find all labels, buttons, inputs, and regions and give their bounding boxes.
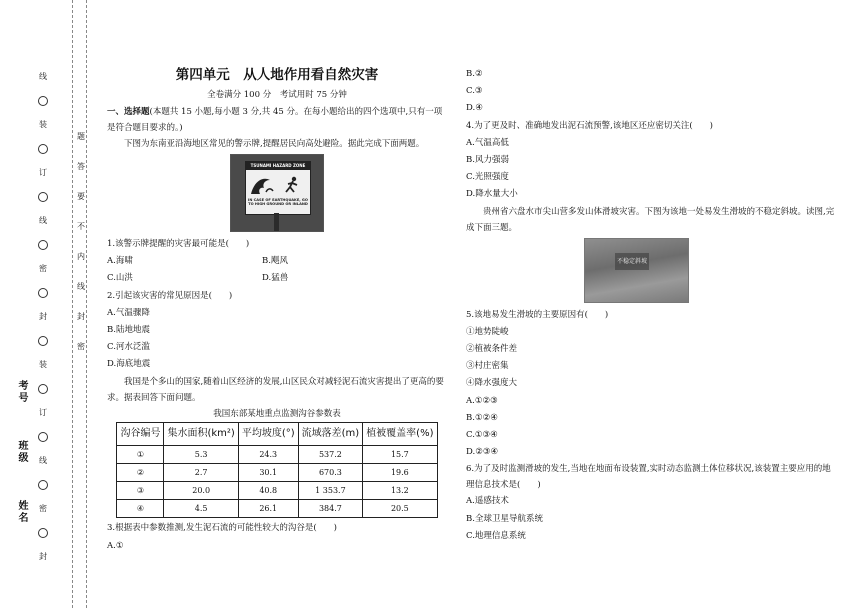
table-cell: 19.6 [363,463,437,481]
page-subtitle: 全卷满分 100 分 考试用时 75 分钟 [207,90,347,100]
table-header-cell: 平均坡度(°) [238,422,298,445]
table-cell: 670.3 [298,463,363,481]
table-cell: 15.7 [363,445,437,463]
table-header-cell: 植被覆盖率(%) [363,422,437,445]
binding-column-outer [36,72,50,576]
q5-item: ③村庄密集 [466,361,509,372]
page-title: 第四单元 从人地作用看自然灾害 [175,67,379,83]
q1-option-a: A.海啸 [107,256,133,267]
q4-stem: 4.为了更及时、准确地发出泥石流预警,该地区还应密切关注( ) [466,120,713,131]
binding-char: 线 [39,216,47,225]
q5-item: ①地势陡峻 [466,326,509,337]
q5-option-a: A.①②③ [466,395,498,406]
table-row [117,500,437,518]
table-row [117,445,437,463]
q3-option-c: C.③ [466,86,483,97]
table-cell: 384.7 [298,500,363,518]
q6-option-c: C.地理信息系统 [466,530,526,541]
binding-hole-icon [38,192,48,202]
table-cell: 13.2 [363,482,437,500]
table-cell: 537.2 [298,445,363,463]
slope-photo-label: 不稳定斜坡 [615,253,649,270]
q5-item: ②植被条件差 [466,344,518,355]
q4-option-b: B.风力强弱 [466,155,509,166]
q3-option-a: A.① [107,540,124,551]
binding-hole-icon [38,144,48,154]
binding-char: 密 [39,504,47,513]
table-header-cell: 沟谷编号 [117,422,164,445]
binding-char: 封 [77,312,85,321]
sign-top-text: TSUNAMI HAZARD ZONE [246,162,310,170]
q2-option-b: B.陆地地震 [107,325,150,336]
slope-photo [584,238,689,303]
binding-hole-icon [38,480,48,490]
sign-board [245,161,311,215]
binding-char: 密 [77,342,85,351]
table-cell: ① [117,445,164,463]
binding-char: 装 [39,120,47,129]
table-cell: 1 353.7 [298,482,363,500]
binding-hole-icon [38,288,48,298]
valley-parameter-table [116,422,437,519]
q4-option-d: D.降水量大小 [466,189,518,200]
table-cell: 5.3 [164,445,238,463]
table-cell: ② [117,463,164,481]
q5-option-d: D.②③④ [466,447,499,458]
binding-char: 要 [77,192,85,201]
table-cell: 20.5 [363,500,437,518]
table-cell: 20.0 [164,482,238,500]
table-caption: 我国东部某地重点监测沟谷参数表 [213,408,341,419]
table-header-cell: 流域落差(m) [298,422,363,445]
binding-hole-icon [38,528,48,538]
table-cell: 4.5 [164,500,238,518]
binding-char: 封 [39,552,47,561]
q2-option-d: D.海底地震 [107,359,151,370]
q5-stem: 5.该地易发生滑坡的主要原因有( ) [466,309,609,320]
binding-char: 答 [77,162,85,171]
binding-char: 订 [39,168,47,177]
binding-char: 线 [77,282,85,291]
q2-option-c: C.河水泛滥 [107,342,150,353]
table-cell: ③ [117,482,164,500]
binding-hole-icon [38,432,48,442]
binding-char: 内 [77,252,85,261]
label-class: 班级 [16,440,27,464]
table-cell: ④ [117,500,164,518]
q3-option-d: D.④ [466,103,483,114]
q2-option-a: A.气温骤降 [107,307,150,318]
intro-3: 贵州省六盘水市尖山营多发山体滑坡灾害。下图为该地一处易发生滑坡的不稳定斜坡。读图,完成下面三题。 [466,206,835,233]
q6-option-b: B.全球卫星导航系统 [466,513,543,524]
table-cell: 24.3 [238,445,298,463]
table-row [117,482,437,500]
table-cell: 30.1 [238,463,298,481]
q1-options-row-1 [107,253,447,270]
section-heading: 一、选择题 [107,107,150,117]
binding-hole-icon [38,240,48,250]
table-cell: 26.1 [238,500,298,518]
q1-stem: 1.该警示牌提醒的灾害最可能是( ) [107,239,250,249]
q5-option-b: B.①②④ [466,412,498,423]
binding-char: 不 [77,222,85,231]
binding-hole-icon [38,384,48,394]
section-instruction [107,104,447,136]
q6-option-a: A.遥感技术 [466,496,509,507]
intro-2: 我国是个多山的国家,随着山区经济的发展,山区民众对减轻泥石流灾害提出了更高的要求。据表回答下面问题。 [107,376,444,403]
binding-char: 线 [39,456,47,465]
binding-char: 订 [39,408,47,417]
label-name: 姓名 [16,500,27,524]
q1-option-c: C.山洪 [107,273,133,284]
q4-option-c: C.光照强度 [466,172,509,183]
binding-char: 线 [39,72,47,81]
table-header-cell: 集水面积(km²) [164,422,238,445]
running-person-icon [280,176,304,194]
binding-line-outer [72,0,73,608]
q4-option-a: A.气温高低 [466,137,509,148]
binding-char: 题 [77,132,85,141]
q5-option-c: C.①③④ [466,430,498,441]
sign-post [274,213,279,231]
q6-stem: 6.为了及时监测滑坡的发生,当地在地面布设装置,实时动态监测土体位移状况,该装置主要应用的地理信息技术是( ) [466,464,831,491]
binding-char: 装 [39,360,47,369]
q1-options-row-2 [107,270,447,287]
right-column [466,66,836,545]
q3-option-b: B.② [466,69,483,79]
section-instruction-text: (本题共 15 小题,每小题 3 分,共 45 分。在每小题给出的四个选项中,只有一项是符合题目要求的。) [107,107,443,133]
q1-option-d: D.猛兽 [262,273,289,284]
table-cell: 40.8 [238,482,298,500]
table-cell: 2.7 [164,463,238,481]
label-exam-number: 考号 [16,380,27,404]
binding-column-inner [74,132,88,372]
left-column [107,66,447,555]
wave-icon [250,174,274,196]
table-row [117,463,437,481]
q3-stem: 3.根据表中参数推测,发生泥石流的可能性较大的沟谷是( ) [107,523,337,534]
intro-1: 下图为东南亚沿海地区常见的警示牌,提醒居民向高处避险。据此完成下面两题。 [124,139,425,149]
q5-item: ④降水强度大 [466,378,518,389]
q1-option-b: B.飓风 [262,256,288,267]
table-header-row [117,422,437,445]
tsunami-sign-image [230,154,324,232]
binding-char: 密 [39,264,47,273]
binding-char: 封 [39,312,47,321]
sign-bottom-text: IN CASE OF EARTHQUAKE, GO TO HIGH GROUND OR INLAND [248,198,308,207]
q2-stem: 2.引起该灾害的常见原因是( ) [107,290,233,301]
binding-hole-icon [38,336,48,346]
binding-hole-icon [38,96,48,106]
